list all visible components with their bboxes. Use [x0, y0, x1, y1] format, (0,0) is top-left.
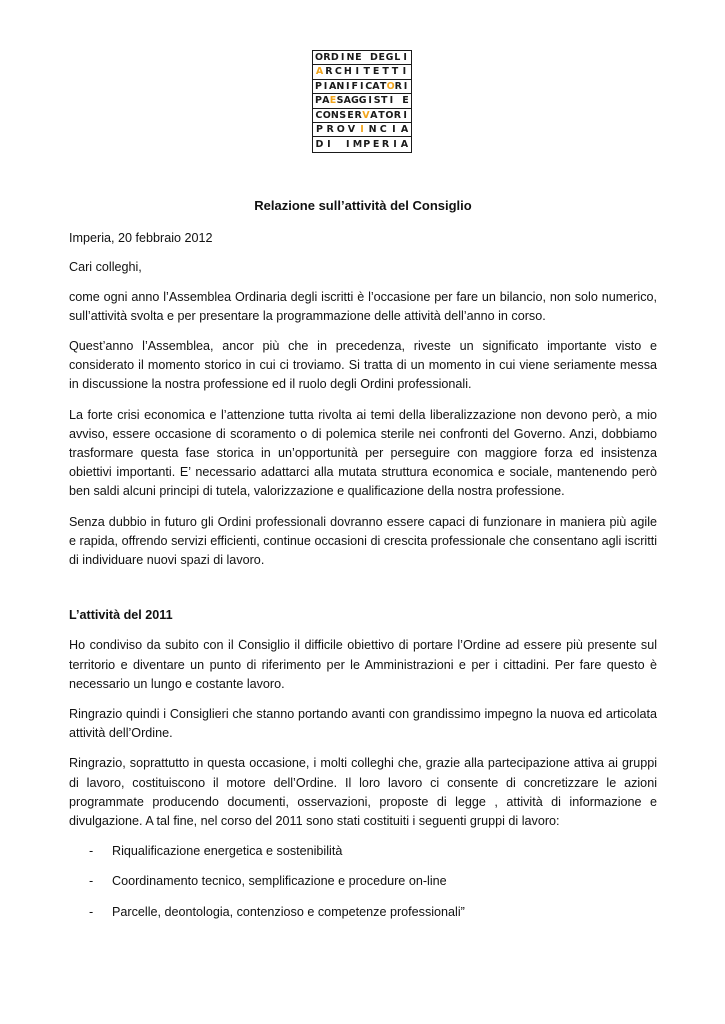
logo-letter: A: [400, 123, 409, 135]
logo-letter: P: [316, 123, 323, 135]
logo-letter: I: [360, 123, 364, 135]
logo-letter: N: [368, 123, 377, 135]
logo-letter: C: [379, 123, 387, 135]
logo-letter: T: [382, 66, 389, 78]
logo-row: [313, 137, 411, 151]
list-item-text: Riqualificazione energetica e sostenibilità: [112, 844, 343, 859]
logo-letter: T: [379, 80, 387, 92]
logo-letter: [362, 53, 370, 63]
logo-letter: R: [323, 51, 331, 63]
section-heading: L’attività del 2011: [69, 608, 173, 623]
logo-letter: M: [352, 138, 363, 150]
list-item: [69, 903, 657, 922]
paragraph: Ringrazio, soprattutto in questa occasione, i molti colleghi che, grazie alla partecipazione attiva ai gruppi di lavoro, costituiscono il motore dell’Ordine. Il loro lavoro ci consente di concretizzare le azioni programmate producendo documenti, osservazioni, proposte di legge , attività di informazione e divulgazione. A tal fine, nel corso del 2011 sono stati costituiti i seguenti gruppi di lavoro:: [69, 756, 657, 829]
paragraph: Ho condiviso da subito con il Consiglio il difficile obiettivo di portare l’Ordine ad essere più presente sul territorio e diventare un punto di riferimento per le Amministrazioni e per i cittadini. Per fare questo è necessario un lungo e costante lavoro.: [69, 638, 657, 691]
logo-letter: O: [385, 109, 394, 121]
logo-letter: T: [363, 66, 370, 78]
logo-letter: I: [403, 51, 407, 63]
logo-letter: P: [315, 95, 323, 107]
logo-letter: N: [346, 51, 355, 63]
logo-letter: A: [315, 66, 324, 78]
logo-letter: I: [368, 95, 372, 107]
logo-letter: A: [322, 95, 330, 107]
logo-letter: N: [330, 109, 339, 121]
logo-letter: I: [403, 109, 407, 121]
logo-letter: A: [328, 80, 337, 92]
logo-letter: R: [381, 138, 390, 150]
document-body: [69, 196, 657, 933]
logo-row: [313, 123, 411, 137]
logo-letter: R: [326, 123, 334, 135]
paragraph: La forte crisi economica e l’attenzione tutta rivolta ai temi della liberalizzazione non devono però, a mio avviso, essere occasione di scoramento o di polemica sterile nei confronti del Governo. Anzi, dobbiamo trasformare questa fase storica in un’opportunità per perseguire con maggiore forza ed insistenza obiettivi importanti. E’ necessario adattarci alla mutata struttura economica e sociale, mantenendo però ben saldi alcuni principi di tutela, valorizzazione e qualificazione della nostra professione.: [69, 407, 657, 499]
list-item-text: Coordinamento tecnico, semplificazione e procedure on-line: [112, 874, 447, 889]
logo-letter: [334, 140, 343, 150]
logo-letter: E: [347, 109, 354, 121]
logo-letter: L: [394, 51, 401, 63]
logo-letter: C: [334, 66, 342, 78]
logo-letter: E: [402, 95, 409, 107]
logo-letter: S: [373, 95, 381, 107]
logo-letter: G: [350, 95, 359, 107]
logo-letter: O: [322, 109, 331, 121]
logo-letter: D: [315, 138, 324, 150]
logo-letter: O: [315, 51, 324, 63]
logo-letter: F: [351, 80, 358, 92]
logo-letter: T: [381, 95, 388, 107]
logo-letter: I: [340, 51, 345, 63]
logo-letter: E: [355, 51, 362, 63]
list-item: [69, 872, 657, 891]
bullet-dash: -: [89, 874, 94, 889]
logo-letter: I: [323, 80, 328, 92]
logo-letter: D: [330, 51, 339, 63]
logo-letter: I: [392, 123, 396, 135]
logo-letter: R: [354, 109, 362, 121]
logo-row: [313, 51, 411, 65]
logo-letter: R: [325, 66, 333, 78]
logo-letter: I: [402, 66, 407, 78]
logo-letter: I: [393, 138, 397, 150]
document-title: Relazione sull’attività del Consiglio: [254, 198, 472, 213]
logo-letter: D: [369, 51, 378, 63]
logo-letter: I: [346, 80, 350, 92]
logo-letter: R: [394, 80, 402, 92]
logo-letter: S: [339, 109, 347, 121]
logo-letter: V: [347, 123, 356, 135]
logo-letter: O: [336, 123, 345, 135]
working-groups-list: [69, 842, 657, 922]
logo-letter: A: [400, 138, 409, 150]
paragraph: Ringrazio quindi i Consiglieri che stanno portando avanti con grandissimo impegno la nuova ed articolata attività dell’Ordine.: [69, 707, 657, 741]
logo-letter: E: [378, 51, 385, 63]
logo-letter: E: [329, 95, 337, 107]
logo-letter: C: [365, 80, 373, 92]
logo-letter: I: [355, 66, 360, 78]
logo-letter: O: [386, 80, 395, 92]
logo-letter: V: [362, 109, 370, 121]
logo-letter: I: [359, 80, 364, 92]
logo-letter: A: [372, 80, 380, 92]
logo-letter: G: [385, 51, 394, 63]
logo-letter: I: [403, 80, 408, 92]
bullet-dash: -: [89, 844, 94, 859]
logo-letter: N: [336, 80, 345, 92]
place-date: Imperia, 20 febbraio 2012: [69, 231, 213, 246]
logo-row: [313, 109, 411, 123]
paragraph: Senza dubbio in futuro gli Ordini professionali dovranno essere capaci di funzionare in maniera più agile e rapida, offrendo servizi efficienti, continue occasioni di crescita professionale che consentano agli iscritti di individuare nuovi spazi di lavoro.: [69, 514, 657, 568]
logo-letter: I: [327, 138, 331, 150]
logo-letter: E: [372, 138, 380, 150]
logo-row: [313, 80, 411, 94]
logo-row: [313, 65, 411, 79]
logo-letter: I: [389, 95, 394, 107]
paragraph: Quest’anno l’Assemblea, ancor più che in precedenza, riveste un significato importante visto e considerato il momento storico in cui ci troviamo. Si tratta di un momento in cui viene seriamente messa in discussione la nostra professione ed il ruolo degli Ordini professionali.: [69, 339, 657, 392]
logo-letter: [395, 96, 402, 106]
logo-letter: R: [393, 109, 402, 121]
order-logo: [312, 50, 412, 153]
logo-letter: I: [346, 138, 350, 150]
logo-row: [313, 94, 411, 108]
paragraph: come ogni anno l’Assemblea Ordinaria degli iscritti è l’occasione per fare un bilancio, non solo numerico, sull’attività svolta e per presentare la programmazione delle attività dell’anno in corso.: [69, 289, 657, 323]
greeting: Cari colleghi,: [69, 260, 142, 275]
logo-letter: A: [343, 95, 351, 107]
logo-letter: E: [372, 66, 380, 78]
bullet-dash: -: [89, 904, 94, 919]
logo-letter: S: [336, 95, 344, 107]
logo-letter: T: [391, 66, 399, 78]
logo-letter: P: [315, 80, 322, 92]
list-item: [69, 842, 657, 861]
logo-letter: C: [315, 109, 323, 121]
logo-letter: G: [358, 95, 367, 107]
list-item-text: Parcelle, deontologia, contenzioso e competenze professionali”: [112, 904, 465, 919]
logo-letter: P: [363, 138, 371, 150]
logo-letter: A: [370, 109, 378, 121]
logo-letter: H: [343, 66, 352, 78]
logo-letter: T: [378, 109, 385, 121]
